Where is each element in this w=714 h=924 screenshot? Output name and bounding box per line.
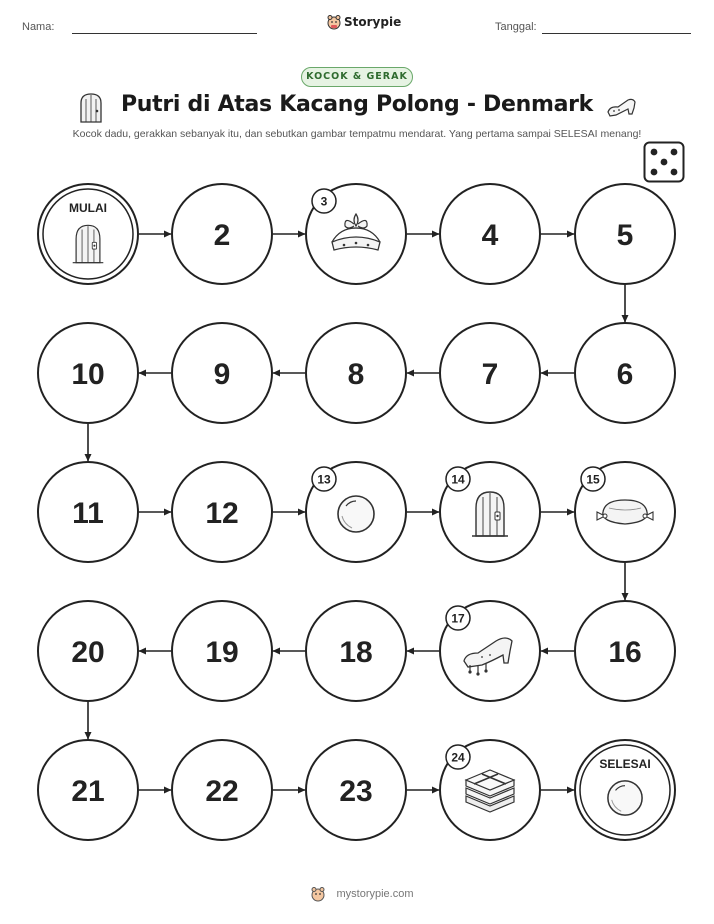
- board-space-22[interactable]: [172, 740, 272, 840]
- board-space-7[interactable]: [440, 323, 540, 423]
- board-space-12[interactable]: [172, 462, 272, 562]
- page-title: Putri di Atas Kacang Polong - Denmark: [120, 92, 594, 117]
- door-icon: [73, 225, 104, 262]
- board-space-4[interactable]: [440, 184, 540, 284]
- start-space[interactable]: [38, 184, 138, 284]
- space-number: 10: [71, 358, 105, 391]
- space-number: 5: [616, 219, 634, 252]
- space-number: 9: [213, 358, 231, 391]
- board-space-14[interactable]: [440, 462, 540, 562]
- space-number: 20: [71, 636, 105, 669]
- space-number: 14: [451, 472, 465, 487]
- instructions: Kocok dadu, gerakkan sebanyak itu, dan sebutkan gambar tempatmu mendarat. Yang pertama sampai SELESAI menang!: [72, 128, 642, 140]
- board-space-20[interactable]: [38, 601, 138, 701]
- activity-badge: KOCOK & GERAK: [301, 67, 413, 87]
- board-space-9[interactable]: [172, 323, 272, 423]
- space-number: 13: [317, 472, 331, 487]
- board-space-21[interactable]: [38, 740, 138, 840]
- board-space-11[interactable]: [38, 462, 138, 562]
- space-number: 2: [213, 219, 231, 252]
- space-number: 16: [608, 636, 642, 669]
- pea-icon: [608, 781, 642, 815]
- space-number: 4: [481, 219, 499, 252]
- footer-url[interactable]: mystorypie.com: [336, 888, 414, 900]
- finish-space[interactable]: [575, 740, 675, 840]
- date-label: Tanggal:: [495, 21, 537, 33]
- space-number: 8: [347, 358, 365, 391]
- space-number: 12: [205, 497, 239, 530]
- board-space-15[interactable]: [575, 462, 675, 562]
- board-space-13[interactable]: [306, 462, 406, 562]
- space-number: 21: [71, 775, 105, 808]
- space-number: 17: [451, 611, 465, 626]
- space-number: 19: [205, 636, 239, 669]
- space-number: 24: [451, 750, 465, 765]
- board-space-6[interactable]: [575, 323, 675, 423]
- start-label: MULAI: [69, 201, 107, 215]
- board-space-24[interactable]: [440, 740, 540, 840]
- space-number: 22: [205, 775, 239, 808]
- space-number: 15: [586, 472, 600, 487]
- board-space-10[interactable]: [38, 323, 138, 423]
- space-number: 6: [616, 358, 634, 391]
- board-space-3[interactable]: [306, 184, 406, 284]
- finish-label: SELESAI: [599, 757, 651, 771]
- board-space-17[interactable]: [440, 601, 540, 701]
- board-space-16[interactable]: [575, 601, 675, 701]
- space-number: 18: [339, 636, 373, 669]
- brand-name: Storypie: [344, 15, 402, 29]
- door-icon: [472, 492, 508, 536]
- board-space-5[interactable]: [575, 184, 675, 284]
- space-number: 23: [339, 775, 373, 808]
- space-number: 3: [320, 194, 328, 209]
- name-label: Nama:: [22, 21, 55, 33]
- board-space-8[interactable]: [306, 323, 406, 423]
- space-number: 7: [481, 358, 499, 391]
- board-space-18[interactable]: [306, 601, 406, 701]
- space-number: 11: [72, 497, 104, 530]
- board-space-2[interactable]: [172, 184, 272, 284]
- pea-icon: [338, 496, 374, 532]
- board-space-23[interactable]: [306, 740, 406, 840]
- board-space-19[interactable]: [172, 601, 272, 701]
